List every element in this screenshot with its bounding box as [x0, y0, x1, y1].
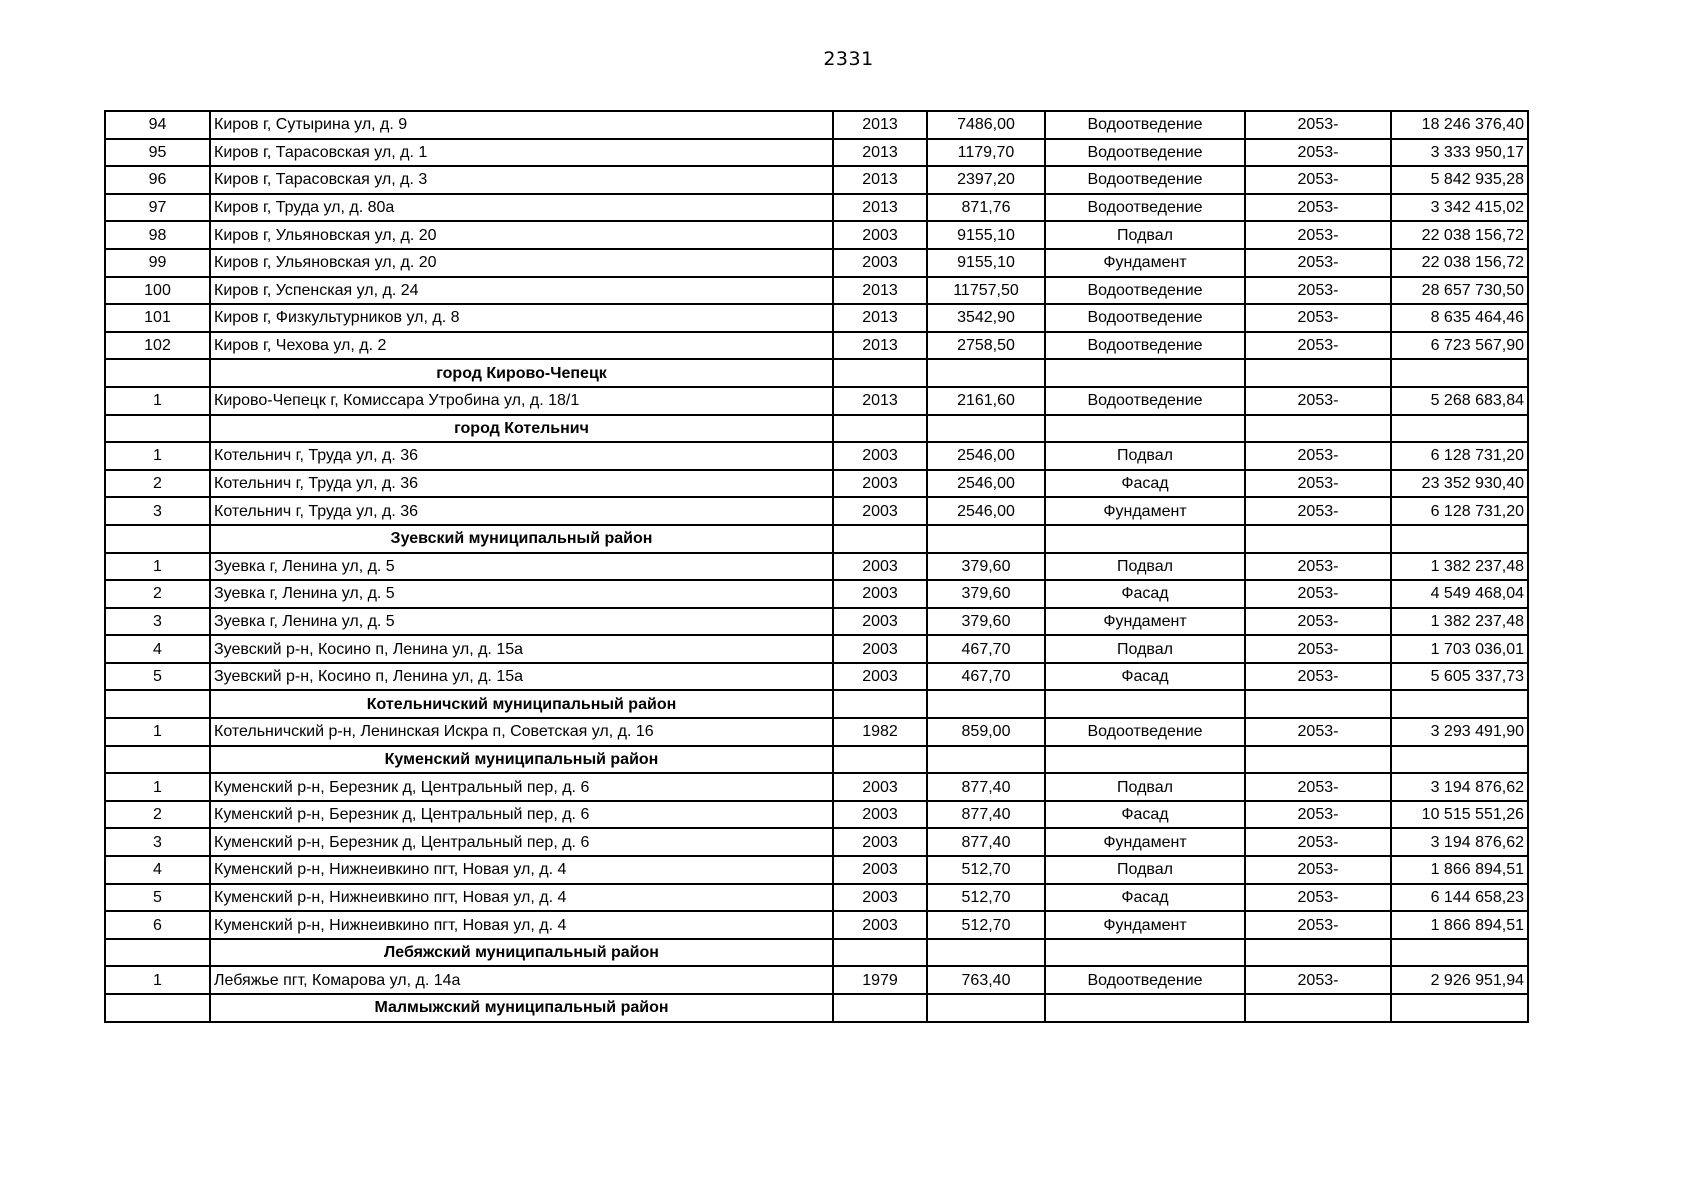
cell-empty: [833, 525, 927, 553]
cell-empty: [1391, 415, 1528, 443]
table-row: [105, 387, 1528, 415]
cell-empty: [927, 746, 1045, 774]
cell-row-number: 1: [105, 718, 210, 746]
cell-area: 512,70: [927, 856, 1045, 884]
cell-area: 2546,00: [927, 442, 1045, 470]
cell-year: 2003: [833, 884, 927, 912]
cell-cost: 6 723 567,90: [1391, 332, 1528, 360]
cell-year: 2013: [833, 111, 927, 139]
cell-area: 871,76: [927, 194, 1045, 222]
table-row: [105, 111, 1528, 139]
cell-work-type: Водоотведение: [1045, 304, 1245, 332]
table-row: [105, 580, 1528, 608]
cell-empty: [105, 690, 210, 718]
cell-period: 2053-: [1245, 663, 1391, 691]
cell-address: Куменский р-н, Нижнеивкино пгт, Новая ул, д. 4: [210, 856, 833, 884]
cell-work-type: Фасад: [1045, 801, 1245, 829]
cell-address: Котельничский р-н, Ленинская Искра п, Советская ул, д. 16: [210, 718, 833, 746]
table-row: [105, 608, 1528, 636]
cell-year: 2003: [833, 553, 927, 581]
repair-register-table: [104, 110, 1529, 1023]
table-row: [105, 442, 1528, 470]
cell-work-type: Подвал: [1045, 856, 1245, 884]
cell-row-number: 5: [105, 884, 210, 912]
cell-row-number: 97: [105, 194, 210, 222]
cell-year: 2003: [833, 580, 927, 608]
cell-cost: 22 038 156,72: [1391, 221, 1528, 249]
table-row: [105, 497, 1528, 525]
cell-address: Зуевка г, Ленина ул, д. 5: [210, 580, 833, 608]
table-row: [105, 304, 1528, 332]
cell-address: Куменский р-н, Березник д, Центральный пер, д. 6: [210, 773, 833, 801]
cell-row-number: 1: [105, 773, 210, 801]
group-title: Куменский муниципальный район: [210, 746, 833, 774]
cell-period: 2053-: [1245, 139, 1391, 167]
cell-work-type: Водоотведение: [1045, 966, 1245, 994]
cell-empty: [1045, 994, 1245, 1022]
group-title: Лебяжский муниципальный район: [210, 939, 833, 967]
cell-work-type: Подвал: [1045, 442, 1245, 470]
cell-row-number: 99: [105, 249, 210, 277]
cell-area: 379,60: [927, 608, 1045, 636]
cell-empty: [927, 359, 1045, 387]
cell-cost: 10 515 551,26: [1391, 801, 1528, 829]
cell-row-number: 96: [105, 166, 210, 194]
table-row: [105, 139, 1528, 167]
table-row: [105, 221, 1528, 249]
cell-period: 2053-: [1245, 497, 1391, 525]
cell-empty: [1045, 690, 1245, 718]
cell-row-number: 1: [105, 966, 210, 994]
cell-work-type: Водоотведение: [1045, 111, 1245, 139]
cell-year: 2003: [833, 911, 927, 939]
table-row: [105, 249, 1528, 277]
cell-address: Зуевка г, Ленина ул, д. 5: [210, 553, 833, 581]
cell-area: 2546,00: [927, 470, 1045, 498]
cell-cost: 6 144 658,23: [1391, 884, 1528, 912]
cell-year: 2003: [833, 663, 927, 691]
table-row: [105, 884, 1528, 912]
cell-address: Зуевский р-н, Косино п, Ленина ул, д. 15а: [210, 663, 833, 691]
cell-area: 379,60: [927, 580, 1045, 608]
cell-address: Котельнич г, Труда ул, д. 36: [210, 470, 833, 498]
cell-work-type: Подвал: [1045, 773, 1245, 801]
cell-period: 2053-: [1245, 801, 1391, 829]
cell-year: 2003: [833, 856, 927, 884]
cell-empty: [833, 415, 927, 443]
cell-empty: [105, 359, 210, 387]
cell-cost: 3 194 876,62: [1391, 828, 1528, 856]
cell-empty: [1245, 415, 1391, 443]
cell-work-type: Водоотведение: [1045, 387, 1245, 415]
cell-address: Киров г, Ульяновская ул, д. 20: [210, 221, 833, 249]
cell-work-type: Фасад: [1045, 663, 1245, 691]
cell-year: 2003: [833, 497, 927, 525]
register-body: [105, 111, 1528, 1022]
cell-year: 2013: [833, 166, 927, 194]
cell-row-number: 1: [105, 442, 210, 470]
cell-area: 11757,50: [927, 277, 1045, 305]
cell-area: 877,40: [927, 828, 1045, 856]
table-row: [105, 470, 1528, 498]
cell-period: 2053-: [1245, 856, 1391, 884]
cell-period: 2053-: [1245, 608, 1391, 636]
table-row: [105, 773, 1528, 801]
cell-year: 2003: [833, 608, 927, 636]
cell-empty: [1245, 690, 1391, 718]
cell-empty: [1045, 746, 1245, 774]
cell-empty: [833, 994, 927, 1022]
cell-empty: [927, 939, 1045, 967]
group-header-row: [105, 525, 1528, 553]
cell-address: Куменский р-н, Березник д, Центральный пер, д. 6: [210, 828, 833, 856]
cell-year: 1979: [833, 966, 927, 994]
table-row: [105, 663, 1528, 691]
cell-area: 877,40: [927, 801, 1045, 829]
cell-area: 2758,50: [927, 332, 1045, 360]
table-row: [105, 856, 1528, 884]
cell-area: 763,40: [927, 966, 1045, 994]
cell-empty: [105, 525, 210, 553]
cell-address: Лебяжье пгт, Комарова ул, д. 14а: [210, 966, 833, 994]
cell-cost: 6 128 731,20: [1391, 497, 1528, 525]
cell-address: Киров г, Чехова ул, д. 2: [210, 332, 833, 360]
cell-address: Киров г, Труда ул, д. 80а: [210, 194, 833, 222]
cell-year: 2003: [833, 221, 927, 249]
cell-empty: [1045, 359, 1245, 387]
cell-empty: [1391, 746, 1528, 774]
cell-cost: 18 246 376,40: [1391, 111, 1528, 139]
cell-address: Киров г, Ульяновская ул, д. 20: [210, 249, 833, 277]
cell-cost: 1 866 894,51: [1391, 911, 1528, 939]
cell-address: Куменский р-н, Нижнеивкино пгт, Новая ул, д. 4: [210, 884, 833, 912]
cell-year: 2003: [833, 773, 927, 801]
cell-address: Зуевка г, Ленина ул, д. 5: [210, 608, 833, 636]
cell-work-type: Водоотведение: [1045, 718, 1245, 746]
cell-row-number: 3: [105, 497, 210, 525]
group-title: Котельничский муниципальный район: [210, 690, 833, 718]
cell-cost: 3 293 491,90: [1391, 718, 1528, 746]
cell-empty: [1391, 525, 1528, 553]
cell-row-number: 6: [105, 911, 210, 939]
cell-period: 2053-: [1245, 194, 1391, 222]
cell-cost: 5 842 935,28: [1391, 166, 1528, 194]
cell-address: Котельнич г, Труда ул, д. 36: [210, 442, 833, 470]
cell-row-number: 102: [105, 332, 210, 360]
cell-year: 2013: [833, 332, 927, 360]
cell-empty: [105, 994, 210, 1022]
cell-cost: 5 605 337,73: [1391, 663, 1528, 691]
cell-empty: [833, 746, 927, 774]
cell-row-number: 98: [105, 221, 210, 249]
cell-empty: [833, 939, 927, 967]
cell-row-number: 2: [105, 801, 210, 829]
cell-period: 2053-: [1245, 966, 1391, 994]
group-header-row: [105, 939, 1528, 967]
cell-row-number: 1: [105, 553, 210, 581]
cell-row-number: 2: [105, 580, 210, 608]
cell-empty: [1391, 939, 1528, 967]
cell-row-number: 4: [105, 856, 210, 884]
cell-period: 2053-: [1245, 277, 1391, 305]
cell-address: Киров г, Сутырина ул, д. 9: [210, 111, 833, 139]
cell-empty: [1391, 994, 1528, 1022]
cell-empty: [105, 415, 210, 443]
cell-area: 859,00: [927, 718, 1045, 746]
table-row: [105, 332, 1528, 360]
group-title: Малмыжский муниципальный район: [210, 994, 833, 1022]
cell-period: 2053-: [1245, 773, 1391, 801]
cell-cost: 22 038 156,72: [1391, 249, 1528, 277]
cell-address: Котельнич г, Труда ул, д. 36: [210, 497, 833, 525]
cell-row-number: 100: [105, 277, 210, 305]
page-number: 2331: [823, 48, 874, 70]
cell-cost: 28 657 730,50: [1391, 277, 1528, 305]
cell-area: 1179,70: [927, 139, 1045, 167]
cell-area: 2546,00: [927, 497, 1045, 525]
cell-empty: [927, 994, 1045, 1022]
cell-cost: 5 268 683,84: [1391, 387, 1528, 415]
cell-work-type: Водоотведение: [1045, 139, 1245, 167]
cell-cost: 1 382 237,48: [1391, 608, 1528, 636]
cell-period: 2053-: [1245, 332, 1391, 360]
table-row: [105, 801, 1528, 829]
cell-area: 7486,00: [927, 111, 1045, 139]
table-row: [105, 718, 1528, 746]
cell-area: 9155,10: [927, 221, 1045, 249]
table-row: [105, 553, 1528, 581]
cell-area: 2397,20: [927, 166, 1045, 194]
cell-address: Киров г, Тарасовская ул, д. 3: [210, 166, 833, 194]
group-title: Зуевский муниципальный район: [210, 525, 833, 553]
table-row: [105, 966, 1528, 994]
cell-period: 2053-: [1245, 580, 1391, 608]
group-header-row: [105, 746, 1528, 774]
cell-empty: [1245, 746, 1391, 774]
cell-work-type: Водоотведение: [1045, 166, 1245, 194]
cell-period: 2053-: [1245, 304, 1391, 332]
cell-work-type: Фундамент: [1045, 608, 1245, 636]
cell-area: 467,70: [927, 663, 1045, 691]
cell-area: 3542,90: [927, 304, 1045, 332]
cell-area: 512,70: [927, 911, 1045, 939]
cell-area: 2161,60: [927, 387, 1045, 415]
cell-area: 9155,10: [927, 249, 1045, 277]
cell-cost: 1 866 894,51: [1391, 856, 1528, 884]
cell-work-type: Водоотведение: [1045, 277, 1245, 305]
cell-row-number: 3: [105, 608, 210, 636]
cell-row-number: 101: [105, 304, 210, 332]
cell-cost: 23 352 930,40: [1391, 470, 1528, 498]
cell-period: 2053-: [1245, 249, 1391, 277]
cell-cost: 3 342 415,02: [1391, 194, 1528, 222]
cell-period: 2053-: [1245, 553, 1391, 581]
cell-area: 379,60: [927, 553, 1045, 581]
cell-work-type: Подвал: [1045, 553, 1245, 581]
cell-period: 2053-: [1245, 387, 1391, 415]
cell-work-type: Фундамент: [1045, 249, 1245, 277]
cell-row-number: 2: [105, 470, 210, 498]
cell-cost: 8 635 464,46: [1391, 304, 1528, 332]
cell-area: 512,70: [927, 884, 1045, 912]
cell-work-type: Фасад: [1045, 884, 1245, 912]
table-row: [105, 635, 1528, 663]
cell-year: 2013: [833, 277, 927, 305]
cell-period: 2053-: [1245, 884, 1391, 912]
cell-address: Куменский р-н, Березник д, Центральный пер, д. 6: [210, 801, 833, 829]
cell-empty: [1391, 359, 1528, 387]
cell-empty: [1245, 994, 1391, 1022]
cell-work-type: Фундамент: [1045, 497, 1245, 525]
cell-empty: [1045, 525, 1245, 553]
cell-empty: [927, 525, 1045, 553]
cell-work-type: Водоотведение: [1045, 332, 1245, 360]
cell-year: 2003: [833, 442, 927, 470]
group-header-row: [105, 359, 1528, 387]
cell-cost: 3 333 950,17: [1391, 139, 1528, 167]
cell-period: 2053-: [1245, 718, 1391, 746]
cell-row-number: 4: [105, 635, 210, 663]
cell-year: 1982: [833, 718, 927, 746]
cell-year: 2003: [833, 801, 927, 829]
cell-work-type: Фасад: [1045, 470, 1245, 498]
cell-year: 2003: [833, 470, 927, 498]
cell-area: 877,40: [927, 773, 1045, 801]
cell-work-type: Подвал: [1045, 221, 1245, 249]
cell-period: 2053-: [1245, 470, 1391, 498]
cell-work-type: Водоотведение: [1045, 194, 1245, 222]
cell-empty: [833, 690, 927, 718]
cell-cost: 2 926 951,94: [1391, 966, 1528, 994]
cell-address: Киров г, Успенская ул, д. 24: [210, 277, 833, 305]
group-header-row: [105, 994, 1528, 1022]
cell-year: 2003: [833, 828, 927, 856]
cell-row-number: 95: [105, 139, 210, 167]
cell-year: 2003: [833, 635, 927, 663]
cell-empty: [105, 746, 210, 774]
cell-address: Кирово-Чепецк г, Комиссара Утробина ул, д. 18/1: [210, 387, 833, 415]
cell-work-type: Фундамент: [1045, 828, 1245, 856]
cell-year: 2013: [833, 139, 927, 167]
cell-work-type: Подвал: [1045, 635, 1245, 663]
cell-period: 2053-: [1245, 635, 1391, 663]
cell-cost: 1 382 237,48: [1391, 553, 1528, 581]
cell-address: Киров г, Физкультурников ул, д. 8: [210, 304, 833, 332]
cell-row-number: 3: [105, 828, 210, 856]
group-title: город Кирово-Чепецк: [210, 359, 833, 387]
cell-cost: 6 128 731,20: [1391, 442, 1528, 470]
cell-period: 2053-: [1245, 442, 1391, 470]
cell-empty: [105, 939, 210, 967]
cell-empty: [1245, 525, 1391, 553]
cell-empty: [1045, 939, 1245, 967]
table-row: [105, 828, 1528, 856]
cell-empty: [1045, 415, 1245, 443]
table-row: [105, 166, 1528, 194]
cell-row-number: 94: [105, 111, 210, 139]
table-row: [105, 911, 1528, 939]
cell-empty: [1245, 359, 1391, 387]
cell-area: 467,70: [927, 635, 1045, 663]
cell-empty: [1245, 939, 1391, 967]
cell-address: Зуевский р-н, Косино п, Ленина ул, д. 15а: [210, 635, 833, 663]
cell-empty: [833, 359, 927, 387]
cell-cost: 4 549 468,04: [1391, 580, 1528, 608]
group-header-row: [105, 415, 1528, 443]
cell-year: 2003: [833, 249, 927, 277]
group-title: город Котельнич: [210, 415, 833, 443]
cell-year: 2013: [833, 194, 927, 222]
cell-cost: 3 194 876,62: [1391, 773, 1528, 801]
cell-address: Куменский р-н, Нижнеивкино пгт, Новая ул, д. 4: [210, 911, 833, 939]
cell-period: 2053-: [1245, 828, 1391, 856]
cell-address: Киров г, Тарасовская ул, д. 1: [210, 139, 833, 167]
cell-year: 2013: [833, 387, 927, 415]
cell-period: 2053-: [1245, 221, 1391, 249]
cell-period: 2053-: [1245, 911, 1391, 939]
cell-period: 2053-: [1245, 111, 1391, 139]
table-row: [105, 277, 1528, 305]
table-row: [105, 194, 1528, 222]
group-header-row: [105, 690, 1528, 718]
cell-empty: [927, 415, 1045, 443]
cell-row-number: 1: [105, 387, 210, 415]
cell-work-type: Фундамент: [1045, 911, 1245, 939]
cell-row-number: 5: [105, 663, 210, 691]
cell-empty: [1391, 690, 1528, 718]
cell-work-type: Фасад: [1045, 580, 1245, 608]
cell-cost: 1 703 036,01: [1391, 635, 1528, 663]
cell-year: 2013: [833, 304, 927, 332]
cell-empty: [927, 690, 1045, 718]
cell-period: 2053-: [1245, 166, 1391, 194]
